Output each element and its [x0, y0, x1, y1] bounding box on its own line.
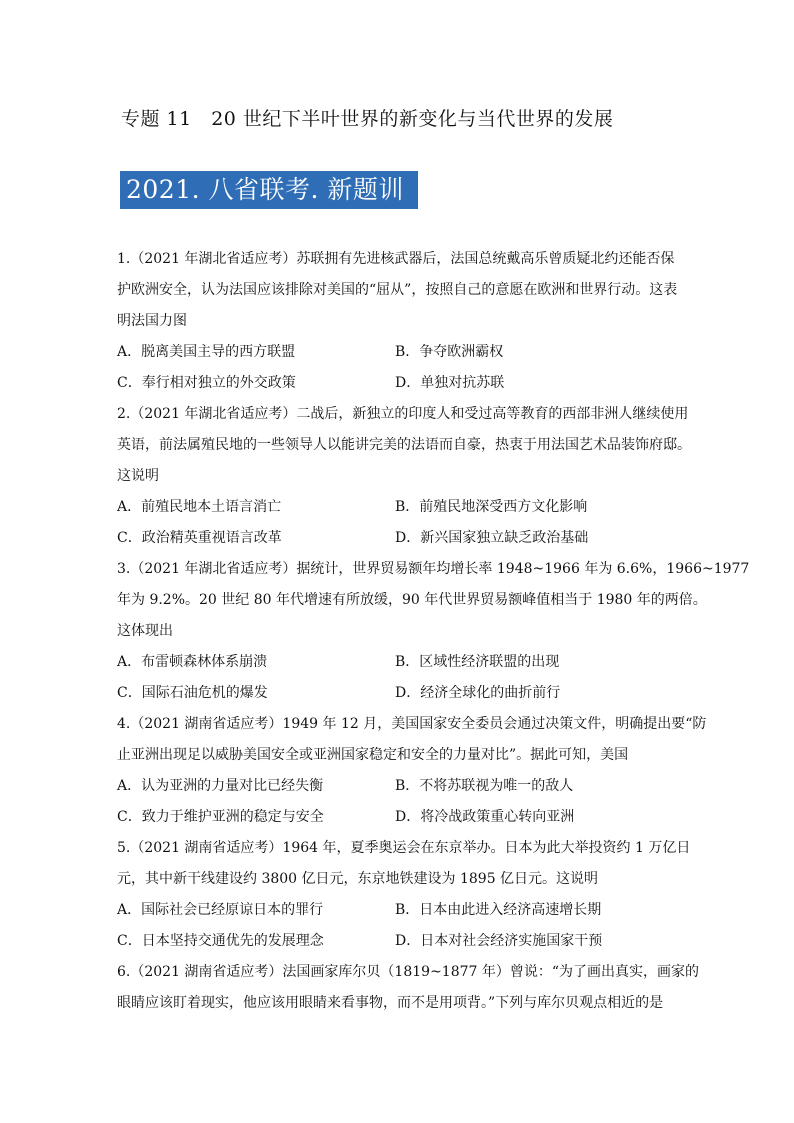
question-stem-line: 2.（2021 年湖北省适应考）二战后，新独立的印度人和受过高等教育的西部非洲人继续使用 [117, 406, 689, 422]
question-3 [117, 554, 750, 709]
option-row [117, 337, 677, 368]
question-stem-line: 护欧洲安全，认为法国应该排除对美国的“屈从”，按照自己的意愿在欧洲和世界行动。这表 [117, 282, 678, 298]
option-row [117, 678, 677, 709]
answer-option: B．前殖民地深受西方文化影响 [395, 499, 588, 515]
option-row [117, 895, 677, 926]
question-stem-line: 眼睛应该盯着现实，他应该用眼睛来看事物，而不是用项背。”下列与库尔贝观点相近的是 [117, 995, 664, 1011]
answer-option: A．国际社会已经原谅日本的罪行 [117, 902, 324, 918]
option-row [117, 926, 677, 957]
answer-option: C．致力于维护亚洲的稳定与安全 [117, 809, 324, 825]
answer-option: D．单独对抗苏联 [395, 375, 505, 391]
question-stem-line: 6.（2021 湖南省适应考）法国画家库尔贝（1819~1877 年）曾说：“为了画出真实，画家的 [117, 964, 700, 980]
option-row [117, 523, 677, 554]
question-6 [117, 957, 700, 1019]
answer-option: D．新兴国家独立缺乏政治基础 [395, 530, 589, 546]
question-4 [117, 709, 707, 833]
option-row [117, 492, 677, 523]
option-row [117, 368, 677, 399]
answer-option: C．日本坚持交通优先的发展理念 [117, 933, 324, 949]
question-stem-line: 明法国力图 [117, 313, 187, 329]
answer-option: B．日本由此进入经济高速增长期 [395, 902, 602, 918]
section-banner: 2021. 八省联考. 新题训练 [120, 171, 418, 209]
answer-option: A．布雷顿森林体系崩溃 [117, 654, 268, 670]
answer-option: C．政治精英重视语言改革 [117, 530, 282, 546]
document-title: 专题 11 20 世纪下半叶世界的新变化与当代世界的发展 [121, 108, 614, 130]
question-stem-line: 3.（2021 年湖北省适应考）据统计，世界贸易额年均增长率 1948~1966 年为 6.6%，1966~1977 [117, 561, 750, 577]
option-row [117, 802, 677, 833]
answer-option: D．经济全球化的曲折前行 [395, 685, 561, 701]
question-stem-line: 元，其中新干线建设约 3800 亿日元，东京地铁建设为 1895 亿日元。这说明 [117, 871, 599, 887]
option-row [117, 647, 677, 678]
question-stem-line: 英语，前法属殖民地的一些领导人以能讲完美的法语而自豪，热衷于用法国艺术品装饰府邸。 [117, 437, 691, 453]
answer-option: D．日本对社会经济实施国家干预 [395, 933, 603, 949]
answer-option: A．脱离美国主导的西方联盟 [117, 344, 296, 360]
answer-option: D．将冷战政策重心转向亚洲 [395, 809, 575, 825]
question-stem-line: 年为 9.2%。20 世纪 80 年代增速有所放缓，90 年代世界贸易额峰值相当于 1980 年的两倍。 [117, 592, 707, 608]
question-stem-line: 这体现出 [117, 623, 173, 639]
answer-option: B．不将苏联视为唯一的敌人 [395, 778, 574, 794]
question-2 [117, 399, 691, 554]
question-stem-line: 4.（2021 湖南省适应考）1949 年 12 月，美国国家安全委员会通过决策文件，明确提出要“防 [117, 716, 707, 732]
answer-option: C．奉行相对独立的外交政策 [117, 375, 296, 391]
answer-option: B．争夺欧洲霸权 [395, 344, 504, 360]
question-5 [117, 833, 691, 957]
question-stem-line: 这说明 [117, 468, 159, 484]
question-stem-line: 1.（2021 年湖北省适应考）苏联拥有先进核武器后，法国总统戴高乐曾质疑北约还能否保 [117, 251, 675, 267]
option-row [117, 771, 677, 802]
question-1 [117, 244, 677, 399]
question-stem-line: 5.（2021 湖南省适应考）1964 年，夏季奥运会在东京举办。日本为此大举投资约 1 万亿日 [117, 840, 691, 856]
answer-option: C．国际石油危机的爆发 [117, 685, 268, 701]
answer-option: A．前殖民地本土语言消亡 [117, 499, 282, 515]
question-stem-line: 止亚洲出现足以威胁美国安全或亚洲国家稳定和安全的力量对比”。据此可知，美国 [117, 747, 629, 763]
answer-option: B．区域性经济联盟的出现 [395, 654, 560, 670]
answer-option: A．认为亚洲的力量对比已经失衡 [117, 778, 324, 794]
questions-list [117, 244, 750, 1019]
